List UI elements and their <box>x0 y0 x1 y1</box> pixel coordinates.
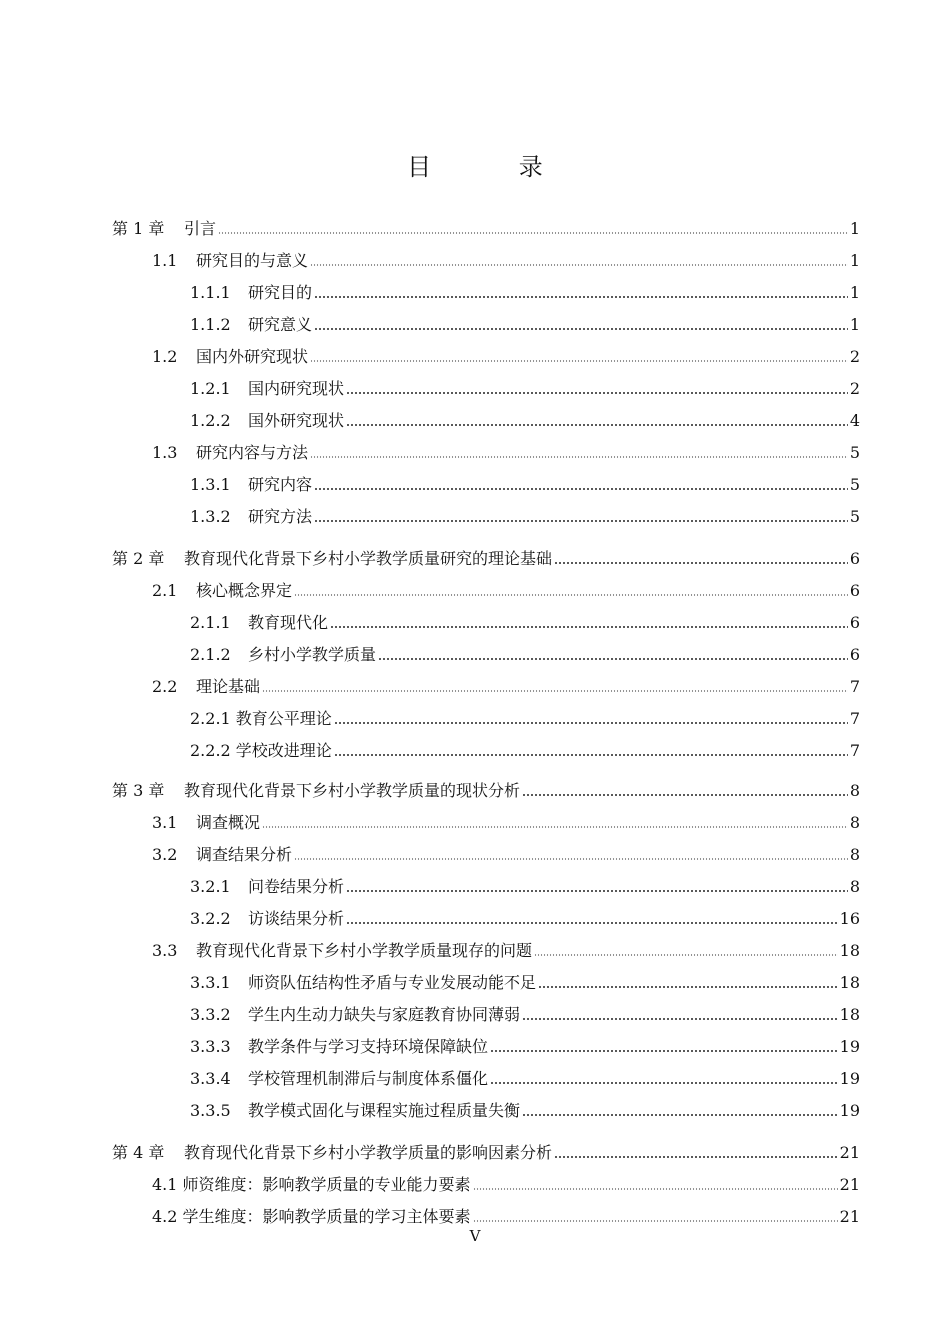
toc-entry-page: 6 <box>849 581 860 600</box>
toc-entry-page: 16 <box>839 909 860 928</box>
toc-entry-number: 3.3.4 <box>190 1069 231 1088</box>
toc-section-entry[interactable] <box>152 1204 860 1228</box>
toc-entry-text: 教育现代化背景下乡村小学教学质量研究的理论基础 <box>184 549 553 568</box>
toc-entry-page: 1 <box>849 219 860 238</box>
toc-chapter-entry[interactable] <box>112 778 860 802</box>
toc-entry-page: 8 <box>849 845 860 864</box>
toc-entry-text: 问卷结果分析 <box>248 877 345 896</box>
toc-entry-page: 1 <box>849 283 860 302</box>
toc-entry-text: 教学模式固化与课程实施过程质量失衡 <box>248 1101 521 1120</box>
toc-dot-leader <box>314 520 848 522</box>
toc-entry-label <box>190 376 344 399</box>
toc-entry-number: 3.3 <box>152 941 178 960</box>
toc-dot-leader <box>294 858 848 860</box>
toc-entry-page: 21 <box>839 1143 860 1162</box>
toc-entry-page: 19 <box>839 1101 860 1120</box>
toc-entry-label <box>190 472 312 495</box>
toc-entry-text: 访谈结果分析 <box>248 909 345 928</box>
toc-entry-number: 1.2 <box>152 347 178 366</box>
toc-entry-page: 19 <box>839 1037 860 1056</box>
toc-entry-label <box>112 216 216 239</box>
toc-entry-text: 调查结果分析 <box>196 845 293 864</box>
toc-section-entry[interactable] <box>190 642 860 666</box>
toc-entry-text: 研究内容与方法 <box>196 443 309 462</box>
toc-dot-leader <box>490 1082 838 1084</box>
toc-entry-label <box>152 810 260 833</box>
toc-section-entry[interactable] <box>190 1034 860 1058</box>
toc-entry-number: 第 3 章 <box>112 781 165 800</box>
toc-entry-page: 18 <box>839 1005 860 1024</box>
toc-entry-page: 6 <box>849 613 860 632</box>
toc-chapter-entry[interactable] <box>112 216 860 240</box>
toc-entry-number: 1.1.2 <box>190 315 231 334</box>
toc-dot-leader <box>473 1220 838 1222</box>
toc-entry-label <box>190 874 344 897</box>
toc-section-entry[interactable] <box>152 1172 860 1196</box>
toc-entry-number: 1.2.1 <box>190 379 231 398</box>
toc-entry-label <box>152 1172 471 1195</box>
toc-dot-leader <box>522 1018 838 1020</box>
toc-section-entry[interactable] <box>190 1098 860 1122</box>
toc-section-entry[interactable] <box>190 906 860 930</box>
toc-entry-page: 19 <box>839 1069 860 1088</box>
toc-dot-leader <box>334 754 848 756</box>
toc-entry-text: 研究意义 <box>248 315 313 334</box>
toc-dot-leader <box>554 1156 838 1158</box>
toc-entry-number: 3.3.2 <box>190 1005 231 1024</box>
toc-entry-label <box>190 1034 488 1057</box>
toc-entry-text: 引言 <box>184 219 217 238</box>
toc-dot-leader <box>314 488 848 490</box>
toc-entry-text: 学校管理机制滞后与制度体系僵化 <box>248 1069 489 1088</box>
toc-entry-number: 3.2.2 <box>190 909 231 928</box>
toc-entry-number: 1.2.2 <box>190 411 231 430</box>
toc-entry-text: 研究内容 <box>248 475 313 494</box>
toc-entry-number: 2.1.1 <box>190 613 231 632</box>
toc-entry-label <box>190 970 536 993</box>
toc-entry-text: 2.2.1 教育公平理论 <box>190 709 332 728</box>
toc-section-entry[interactable] <box>190 970 860 994</box>
toc-entry-number: 3.2.1 <box>190 877 231 896</box>
toc-entry-number: 2.1 <box>152 581 178 600</box>
toc-entry-label <box>152 578 292 601</box>
toc-entry-text: 教育现代化 <box>248 613 329 632</box>
toc-entry-text: 核心概念界定 <box>196 581 293 600</box>
toc-dot-leader <box>522 1114 838 1116</box>
toc-entry-text: 师资队伍结构性矛盾与专业发展动能不足 <box>248 973 537 992</box>
toc-entry-text: 国外研究现状 <box>248 411 345 430</box>
toc-chapter-entry[interactable] <box>112 1140 860 1164</box>
toc-entry-page: 2 <box>849 347 860 366</box>
toc-entry-text: 学生内生动力缺失与家庭教育协同薄弱 <box>248 1005 521 1024</box>
toc-entry-text: 研究目的 <box>248 283 313 302</box>
toc-entry-label <box>190 408 344 431</box>
toc-section-entry[interactable] <box>190 738 860 762</box>
toc-section-entry[interactable] <box>152 842 860 866</box>
toc-entry-text: 调查概况 <box>196 813 261 832</box>
toc-entry-label <box>152 440 308 463</box>
toc-entry-label <box>112 546 552 569</box>
toc-entry-number: 3.2 <box>152 845 178 864</box>
toc-dot-leader <box>218 232 848 234</box>
toc-dot-leader <box>310 360 848 362</box>
toc-dot-leader <box>346 922 838 924</box>
toc-section-entry[interactable] <box>190 706 860 730</box>
toc-entry-label <box>152 938 532 961</box>
toc-dot-leader <box>310 456 848 458</box>
toc-section-entry[interactable] <box>152 810 860 834</box>
toc-entry-label <box>190 906 344 929</box>
toc-entry-label <box>152 842 292 865</box>
toc-entry-text: 研究方法 <box>248 507 313 526</box>
toc-entry-page: 7 <box>849 741 860 760</box>
toc-entry-label <box>190 504 312 527</box>
toc-dot-leader <box>534 954 838 956</box>
toc-entry-label <box>112 778 520 801</box>
toc-entry-page: 8 <box>849 877 860 896</box>
toc-entry-page: 8 <box>849 781 860 800</box>
toc-section-entry[interactable] <box>190 874 860 898</box>
toc-dot-leader <box>473 1188 838 1190</box>
toc-entry-text: 国内研究现状 <box>248 379 345 398</box>
toc-entry-page: 1 <box>849 315 860 334</box>
toc-entry-page: 4 <box>849 411 860 430</box>
toc-entry-number: 3.3.5 <box>190 1101 231 1120</box>
toc-dot-leader <box>378 658 848 660</box>
toc-entry-text: 教学条件与学习支持环境保障缺位 <box>248 1037 489 1056</box>
toc-dot-leader <box>262 690 848 692</box>
toc-section-entry[interactable] <box>152 440 860 464</box>
toc-entry-number: 第 1 章 <box>112 219 165 238</box>
toc-entry-label <box>190 706 332 729</box>
toc-dot-leader <box>522 794 848 796</box>
toc-entry-text: 4.1 师资维度：影响教学质量的专业能力要素 <box>152 1175 471 1194</box>
toc-dot-leader <box>346 424 848 426</box>
toc-dot-leader <box>490 1050 838 1052</box>
toc-entry-label <box>190 280 312 303</box>
toc-entry-label <box>112 1140 552 1163</box>
toc-dot-leader <box>330 626 848 628</box>
toc-section-entry[interactable] <box>190 280 860 304</box>
toc-dot-leader <box>314 296 848 298</box>
page-number: V <box>469 1227 481 1245</box>
toc-entry-number: 1.3.2 <box>190 507 231 526</box>
toc-entry-number: 1.3.1 <box>190 475 231 494</box>
toc-entry-number: 第 4 章 <box>112 1143 165 1162</box>
toc-entry-text: 研究目的与意义 <box>196 251 309 270</box>
toc-section-entry[interactable] <box>152 344 860 368</box>
toc-entry-label <box>152 344 308 367</box>
toc-entry-label <box>190 312 312 335</box>
toc-title: 目 录 <box>407 153 583 181</box>
toc-entry-text: 2.2.2 学校改进理论 <box>190 741 332 760</box>
toc-entry-text: 国内外研究现状 <box>196 347 309 366</box>
toc-entry-label <box>190 642 376 665</box>
toc-entry-number: 1.1 <box>152 251 178 270</box>
toc-entry-label <box>190 610 328 633</box>
toc-entry-page: 5 <box>849 475 860 494</box>
toc-entry-text: 教育现代化背景下乡村小学教学质量现存的问题 <box>196 941 533 960</box>
toc-entry-number: 2.2 <box>152 677 178 696</box>
toc-entry-label <box>190 1098 520 1121</box>
toc-entry-page: 5 <box>849 507 860 526</box>
toc-entry-label <box>152 1204 471 1227</box>
toc-entry-number: 1.1.1 <box>190 283 231 302</box>
toc-entry-page: 5 <box>849 443 860 462</box>
toc-section-entry[interactable] <box>190 1066 860 1090</box>
toc-section-entry[interactable] <box>190 610 860 634</box>
toc-entry-text: 4.2 学生维度：影响教学质量的学习主体要素 <box>152 1207 471 1226</box>
toc-entry-number: 1.3 <box>152 443 178 462</box>
toc-entry-label <box>190 1066 488 1089</box>
toc-entry-text: 理论基础 <box>196 677 261 696</box>
toc-entry-text: 教育现代化背景下乡村小学教学质量的现状分析 <box>184 781 521 800</box>
toc-entry-number: 3.3.3 <box>190 1037 231 1056</box>
toc-entry-page: 2 <box>849 379 860 398</box>
toc-entry-text: 教育现代化背景下乡村小学教学质量的影响因素分析 <box>184 1143 553 1162</box>
toc-dot-leader <box>310 264 848 266</box>
toc-section-entry[interactable] <box>190 312 860 336</box>
toc-dot-leader <box>334 722 848 724</box>
toc-section-entry[interactable] <box>190 472 860 496</box>
toc-entry-label <box>190 738 332 761</box>
toc-dot-leader <box>346 890 848 892</box>
toc-entry-page: 21 <box>839 1207 860 1226</box>
toc-entry-page: 21 <box>839 1175 860 1194</box>
toc-section-entry[interactable] <box>190 376 860 400</box>
toc-section-entry[interactable] <box>152 578 860 602</box>
toc-dot-leader <box>262 826 848 828</box>
toc-entry-number: 第 2 章 <box>112 549 165 568</box>
toc-dot-leader <box>314 328 848 330</box>
toc-section-entry[interactable] <box>190 408 860 432</box>
toc-section-entry[interactable] <box>190 1002 860 1026</box>
toc-entry-page: 8 <box>849 813 860 832</box>
toc-chapter-entry[interactable] <box>112 546 860 570</box>
toc-entry-page: 7 <box>849 709 860 728</box>
toc-entry-label <box>152 248 308 271</box>
toc-entry-page: 7 <box>849 677 860 696</box>
toc-entry-page: 6 <box>849 645 860 664</box>
toc-entry-label <box>190 1002 520 1025</box>
toc-section-entry[interactable] <box>190 504 860 528</box>
toc-section-entry[interactable] <box>152 674 860 698</box>
toc-dot-leader <box>294 594 848 596</box>
toc-entry-page: 6 <box>849 549 860 568</box>
toc-entry-number: 2.1.2 <box>190 645 231 664</box>
toc-entry-number: 3.3.1 <box>190 973 231 992</box>
toc-section-entry[interactable] <box>152 248 860 272</box>
toc-section-entry[interactable] <box>152 938 860 962</box>
toc-entry-label <box>152 674 260 697</box>
toc-dot-leader <box>538 986 838 988</box>
toc-entry-page: 18 <box>839 973 860 992</box>
toc-entry-text: 乡村小学教学质量 <box>248 645 377 664</box>
toc-entry-number: 3.1 <box>152 813 178 832</box>
toc-dot-leader <box>346 392 848 394</box>
toc-dot-leader <box>554 562 848 564</box>
toc-entry-page: 18 <box>839 941 860 960</box>
toc-entry-page: 1 <box>849 251 860 270</box>
